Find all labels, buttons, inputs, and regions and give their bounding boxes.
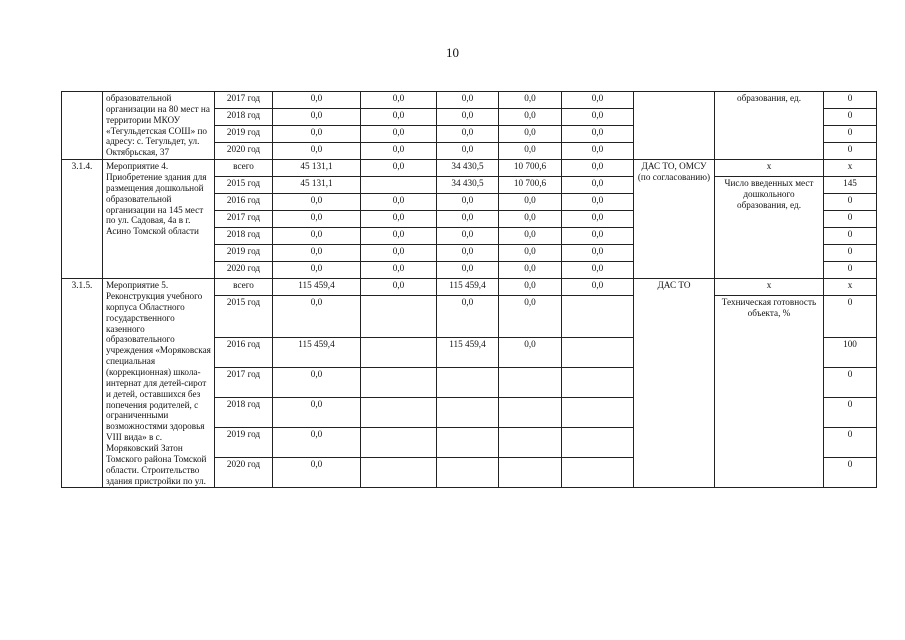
- indicator-value: 0: [824, 109, 877, 126]
- total-cell: 0,0: [273, 428, 361, 458]
- indicator-name: Число введенных мест дошкольного образования, ед.: [715, 177, 824, 279]
- indicator-value: 145: [824, 177, 877, 194]
- federal-cell: [361, 338, 437, 368]
- other-cell: [562, 428, 634, 458]
- local-cell: 0,0: [499, 228, 562, 245]
- measure-description: Мероприятие 4. Приобретение здания для размещения дошкольной образовательной организации на 145 мест по ул. Садовая, 4а в г. Асино Томской области: [103, 160, 215, 279]
- total-cell: 0,0: [273, 211, 361, 228]
- total-cell: 0,0: [273, 262, 361, 279]
- federal-cell: 0,0: [361, 279, 437, 296]
- federal-cell: [361, 428, 437, 458]
- executor-cell: ДАС ТО, ОМСУ (по согласованию): [634, 160, 715, 279]
- local-cell: 0,0: [499, 279, 562, 296]
- local-cell: 0,0: [499, 194, 562, 211]
- total-cell: 0,0: [273, 245, 361, 262]
- indicator-head: х: [715, 160, 824, 177]
- total-cell: 45 131,1: [273, 177, 361, 194]
- indicator-value: 0: [824, 368, 877, 398]
- total-cell: 0,0: [273, 194, 361, 211]
- indicator-head-value: х: [824, 160, 877, 177]
- indicator-head: х: [715, 279, 824, 296]
- table-row: [62, 160, 877, 177]
- regional-cell: 115 459,4: [437, 338, 499, 368]
- federal-cell: 0,0: [361, 245, 437, 262]
- indicator-value: 0: [824, 211, 877, 228]
- federal-cell: 0,0: [361, 92, 437, 109]
- other-cell: 0,0: [562, 92, 634, 109]
- year-cell: 2018 год: [215, 398, 273, 428]
- measure-description: Мероприятие 5. Реконструкция учебного корпуса Областного государственного казенного образовательного учреждения «Моряковская специальная (коррекционная) школа-интернат для детей-сирот и детей, оставшихся без попечения родителей, с ограниченными возможностями здоровья VIII вида» в с. Моряковский Затон Томского района Томской области. Строительство здания пристройки по ул.: [103, 279, 215, 488]
- local-cell: 0,0: [499, 245, 562, 262]
- year-cell: всего: [215, 279, 273, 296]
- year-cell: 2019 год: [215, 428, 273, 458]
- indicator-value: 0: [824, 428, 877, 458]
- other-cell: 0,0: [562, 279, 634, 296]
- regional-cell: [437, 458, 499, 488]
- regional-cell: 34 430,5: [437, 160, 499, 177]
- regional-cell: 0,0: [437, 228, 499, 245]
- executor-cell: [634, 92, 715, 160]
- indicator-value: 0: [824, 398, 877, 428]
- other-cell: [562, 338, 634, 368]
- indicator-value: 0: [824, 245, 877, 262]
- other-cell: 0,0: [562, 245, 634, 262]
- indicator-value: 0: [824, 126, 877, 143]
- federal-cell: 0,0: [361, 194, 437, 211]
- regional-cell: 0,0: [437, 245, 499, 262]
- federal-cell: [361, 177, 437, 194]
- federal-cell: [361, 368, 437, 398]
- federal-cell: 0,0: [361, 262, 437, 279]
- indicator-value: 0: [824, 143, 877, 160]
- year-cell: 2018 год: [215, 109, 273, 126]
- total-cell: 0,0: [273, 458, 361, 488]
- year-cell: 2015 год: [215, 177, 273, 194]
- total-cell: 0,0: [273, 143, 361, 160]
- federal-cell: [361, 458, 437, 488]
- executor-cell: ДАС ТО: [634, 279, 715, 488]
- regional-cell: 34 430,5: [437, 177, 499, 194]
- year-cell: 2019 год: [215, 245, 273, 262]
- local-cell: 0,0: [499, 92, 562, 109]
- other-cell: 0,0: [562, 143, 634, 160]
- federal-cell: [361, 296, 437, 338]
- other-cell: [562, 458, 634, 488]
- total-cell: 0,0: [273, 228, 361, 245]
- year-cell: 2020 год: [215, 458, 273, 488]
- measure-description: образовательной организации на 80 мест на территории МКОУ «Тегульдетская СОШ» по адресу: с. Тегульдет, ул. Октябрьская, 37: [103, 92, 215, 160]
- indicator-value: 0: [824, 296, 877, 338]
- year-cell: 2017 год: [215, 92, 273, 109]
- local-cell: [499, 368, 562, 398]
- indicator-value: 0: [824, 228, 877, 245]
- local-cell: 0,0: [499, 296, 562, 338]
- indicator-head-value: х: [824, 279, 877, 296]
- federal-cell: 0,0: [361, 143, 437, 160]
- year-cell: 2015 год: [215, 296, 273, 338]
- local-cell: 0,0: [499, 338, 562, 368]
- regional-cell: 0,0: [437, 126, 499, 143]
- federal-cell: 0,0: [361, 109, 437, 126]
- federal-cell: [361, 398, 437, 428]
- year-cell: 2020 год: [215, 143, 273, 160]
- row-number: [62, 92, 103, 160]
- other-cell: 0,0: [562, 262, 634, 279]
- row-number: 3.1.4.: [62, 160, 103, 279]
- other-cell: 0,0: [562, 194, 634, 211]
- local-cell: [499, 398, 562, 428]
- table-row: [62, 279, 877, 296]
- other-cell: [562, 296, 634, 338]
- row-number: 3.1.5.: [62, 279, 103, 488]
- regional-cell: 0,0: [437, 211, 499, 228]
- regional-cell: [437, 368, 499, 398]
- regional-cell: [437, 398, 499, 428]
- year-cell: 2018 год: [215, 228, 273, 245]
- indicator-value: 0: [824, 92, 877, 109]
- other-cell: 0,0: [562, 109, 634, 126]
- year-cell: 2016 год: [215, 338, 273, 368]
- other-cell: 0,0: [562, 211, 634, 228]
- local-cell: 0,0: [499, 126, 562, 143]
- total-cell: 45 131,1: [273, 160, 361, 177]
- total-cell: 115 459,4: [273, 338, 361, 368]
- local-cell: 0,0: [499, 109, 562, 126]
- regional-cell: 0,0: [437, 143, 499, 160]
- federal-cell: 0,0: [361, 126, 437, 143]
- year-cell: 2019 год: [215, 126, 273, 143]
- program-table: [61, 91, 877, 488]
- total-cell: 0,0: [273, 368, 361, 398]
- local-cell: 0,0: [499, 143, 562, 160]
- total-cell: 115 459,4: [273, 279, 361, 296]
- regional-cell: 0,0: [437, 296, 499, 338]
- local-cell: [499, 428, 562, 458]
- indicator-value: 0: [824, 194, 877, 211]
- total-cell: 0,0: [273, 296, 361, 338]
- federal-cell: 0,0: [361, 211, 437, 228]
- local-cell: 0,0: [499, 211, 562, 228]
- indicator-value: 0: [824, 262, 877, 279]
- local-cell: [499, 458, 562, 488]
- regional-cell: [437, 428, 499, 458]
- year-cell: 2016 год: [215, 194, 273, 211]
- local-cell: 10 700,6: [499, 160, 562, 177]
- total-cell: 0,0: [273, 92, 361, 109]
- other-cell: [562, 398, 634, 428]
- other-cell: [562, 368, 634, 398]
- other-cell: 0,0: [562, 228, 634, 245]
- regional-cell: 115 459,4: [437, 279, 499, 296]
- total-cell: 0,0: [273, 126, 361, 143]
- indicator-name: образования, ед.: [715, 92, 824, 160]
- federal-cell: 0,0: [361, 228, 437, 245]
- page-number: 10: [446, 45, 459, 60]
- table-row: [62, 92, 877, 109]
- federal-cell: 0,0: [361, 160, 437, 177]
- local-cell: 0,0: [499, 262, 562, 279]
- indicator-name: Техническая готовность объекта, %: [715, 296, 824, 488]
- other-cell: 0,0: [562, 126, 634, 143]
- regional-cell: 0,0: [437, 194, 499, 211]
- regional-cell: 0,0: [437, 109, 499, 126]
- total-cell: 0,0: [273, 398, 361, 428]
- indicator-value: 0: [824, 458, 877, 488]
- year-cell: 2017 год: [215, 211, 273, 228]
- other-cell: 0,0: [562, 177, 634, 194]
- regional-cell: 0,0: [437, 262, 499, 279]
- local-cell: 10 700,6: [499, 177, 562, 194]
- year-cell: всего: [215, 160, 273, 177]
- regional-cell: 0,0: [437, 92, 499, 109]
- year-cell: 2020 год: [215, 262, 273, 279]
- year-cell: 2017 год: [215, 368, 273, 398]
- indicator-value: 100: [824, 338, 877, 368]
- other-cell: 0,0: [562, 160, 634, 177]
- total-cell: 0,0: [273, 109, 361, 126]
